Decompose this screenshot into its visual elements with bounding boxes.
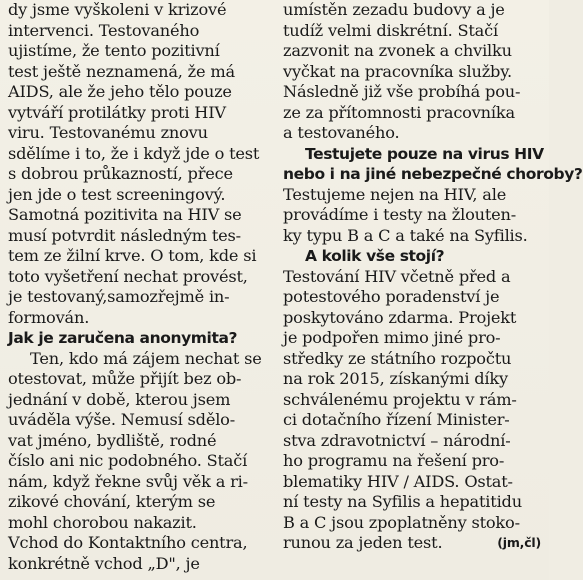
text-line [8,144,270,165]
line-text: Testujeme nejen na HIV, ale [283,184,507,204]
line-text: uváděla výše. Nemusí sdělo- [8,410,235,429]
line-text: Jak je zaručena anonymita? [8,329,238,347]
line-text: vyčkat na pracovníka služby. [283,61,512,81]
line-text: mohl chorobou nakazit. [8,512,197,532]
text-line [283,369,545,390]
line-text: na rok 2015, získanými díky [283,369,508,388]
line-text: ní testy na Syfilis a hepatitidu [283,492,522,511]
line-text: schválenému projektu v rám- [283,389,517,409]
text-line [8,267,270,288]
line-text: provádíme i testy na žlouten- [283,205,517,224]
text-line [283,410,545,431]
line-text: nám, když řekne svůj věk a ri- [8,471,248,491]
line-text: poskytováno zdarma. Projekt [283,307,517,327]
text-line [8,287,270,308]
line-text: jednání v době, kterou jsem [8,389,231,409]
line-text: Testování HIV včetně před a [283,266,511,286]
section-heading [283,144,545,165]
line-text: runou za jeden test. [283,533,443,552]
line-text: vat jméno, bydliště, rodné [8,430,217,450]
section-heading [283,246,545,267]
line-text: nebo i na jiné nebezpečné choroby? [283,165,583,183]
line-text: středky ze státního rozpočtu [283,348,512,368]
line-text: ho programu na řešení pro- [283,451,505,470]
text-line [283,390,545,411]
line-text: ky typu B a C a také na Syfilis. [283,225,528,245]
line-text: ze za přítomnosti pracovníka [283,102,515,122]
line-text: dy jsme vyškoleni v krizové [8,0,227,19]
text-line [283,472,545,493]
text-line [283,513,545,534]
text-line [8,349,270,370]
text-line [283,492,545,513]
text-line [8,21,270,42]
text-line [283,287,545,308]
section-heading [283,164,583,185]
line-text: A kolik vše stojí? [305,247,445,265]
text-line [283,328,545,349]
text-line [8,164,270,185]
text-line [8,472,270,493]
line-text: intervenci. Testovaného [8,20,200,40]
text-line [283,21,545,42]
text-line [283,451,545,472]
text-line [8,123,270,144]
text-line [8,0,270,21]
line-text: zazvonit na zvonek a chvilku [283,41,512,60]
text-line [8,492,270,513]
line-text: sdělíme i to, že i když jde o test [8,143,260,163]
line-text: blematiky HIV / AIDS. Ostat- [283,471,513,491]
line-text: je podpořen mimo jiné pro- [283,328,501,347]
line-text: otestovat, může přijít bez ob- [8,369,242,388]
line-text: a testovaného. [283,123,400,142]
text-line [283,185,545,206]
line-text: musí potvrdit následným tes- [8,225,241,245]
text-line [283,308,545,329]
text-line [8,246,270,267]
text-line [8,410,270,431]
author-signature: (jm,čl) [497,535,541,550]
line-text: Ten, kdo má zájem nechat se [30,348,262,368]
line-text: zikové chování, kterým se [8,492,216,511]
line-text: formován. [8,307,90,327]
text-line [8,103,270,124]
text-line [8,554,270,575]
line-text: Následně již vše probíhá pou- [283,82,521,101]
line-text: konkrétně vchod „D", je [8,553,200,573]
text-line [283,267,545,288]
text-line [283,62,545,83]
text-line [283,205,545,226]
line-text: stva zdravotnictví – národní- [283,430,511,450]
text-line [283,226,545,247]
text-line [8,533,270,554]
text-line [283,82,545,103]
text-line [283,533,545,554]
line-text: ci dotačního řízení Minister- [283,410,510,429]
text-line [8,185,270,206]
line-text: tudíž velmi diskrétní. Stačí [283,20,498,40]
text-line [283,0,545,21]
text-line [283,349,545,370]
text-line [8,82,270,103]
line-text: viru. Testovanému znovu [8,123,208,142]
text-line [8,369,270,390]
text-line [8,390,270,411]
line-text: je testovaný,samozřejmě in- [8,287,230,306]
text-line [8,308,270,329]
section-heading [8,328,270,349]
line-text: s dobrou průkazností, přece [8,164,233,183]
text-line [8,451,270,472]
text-line [8,226,270,247]
line-text: umístěn zezadu budovy a je [283,0,505,19]
line-text: Vchod do Kontaktního centra, [8,533,248,552]
text-line [283,123,545,144]
line-text: AIDS, ale že jeho tělo pouze [8,82,232,101]
text-line [8,431,270,452]
line-text: ujistíme, že tento pozitivní [8,41,220,60]
line-text: potestového poradenství je [283,287,500,306]
article-column-left [8,0,270,574]
text-line [283,103,545,124]
text-line [8,205,270,226]
line-text: B a C jsou zpoplatněny stoko- [283,512,520,532]
line-text: Samotná pozitivita na HIV se [8,205,242,224]
text-line [283,41,545,62]
text-line [8,62,270,83]
text-line [283,431,545,452]
line-text: jen jde o test screeningový. [8,184,226,204]
article-column-right [283,0,583,554]
line-text: Testujete pouze na virus HIV [305,144,544,163]
line-text: vytváří protilátky proti HIV [8,102,226,122]
text-line [8,513,270,534]
line-text: toto vyšetření nechat provést, [8,266,248,286]
text-line [8,41,270,62]
line-text: číslo ani nic podobného. Stačí [8,451,248,470]
line-text: test ještě neznamená, že má [8,61,235,81]
line-text: tem ze žilní krve. O tom, kde si [8,246,257,265]
